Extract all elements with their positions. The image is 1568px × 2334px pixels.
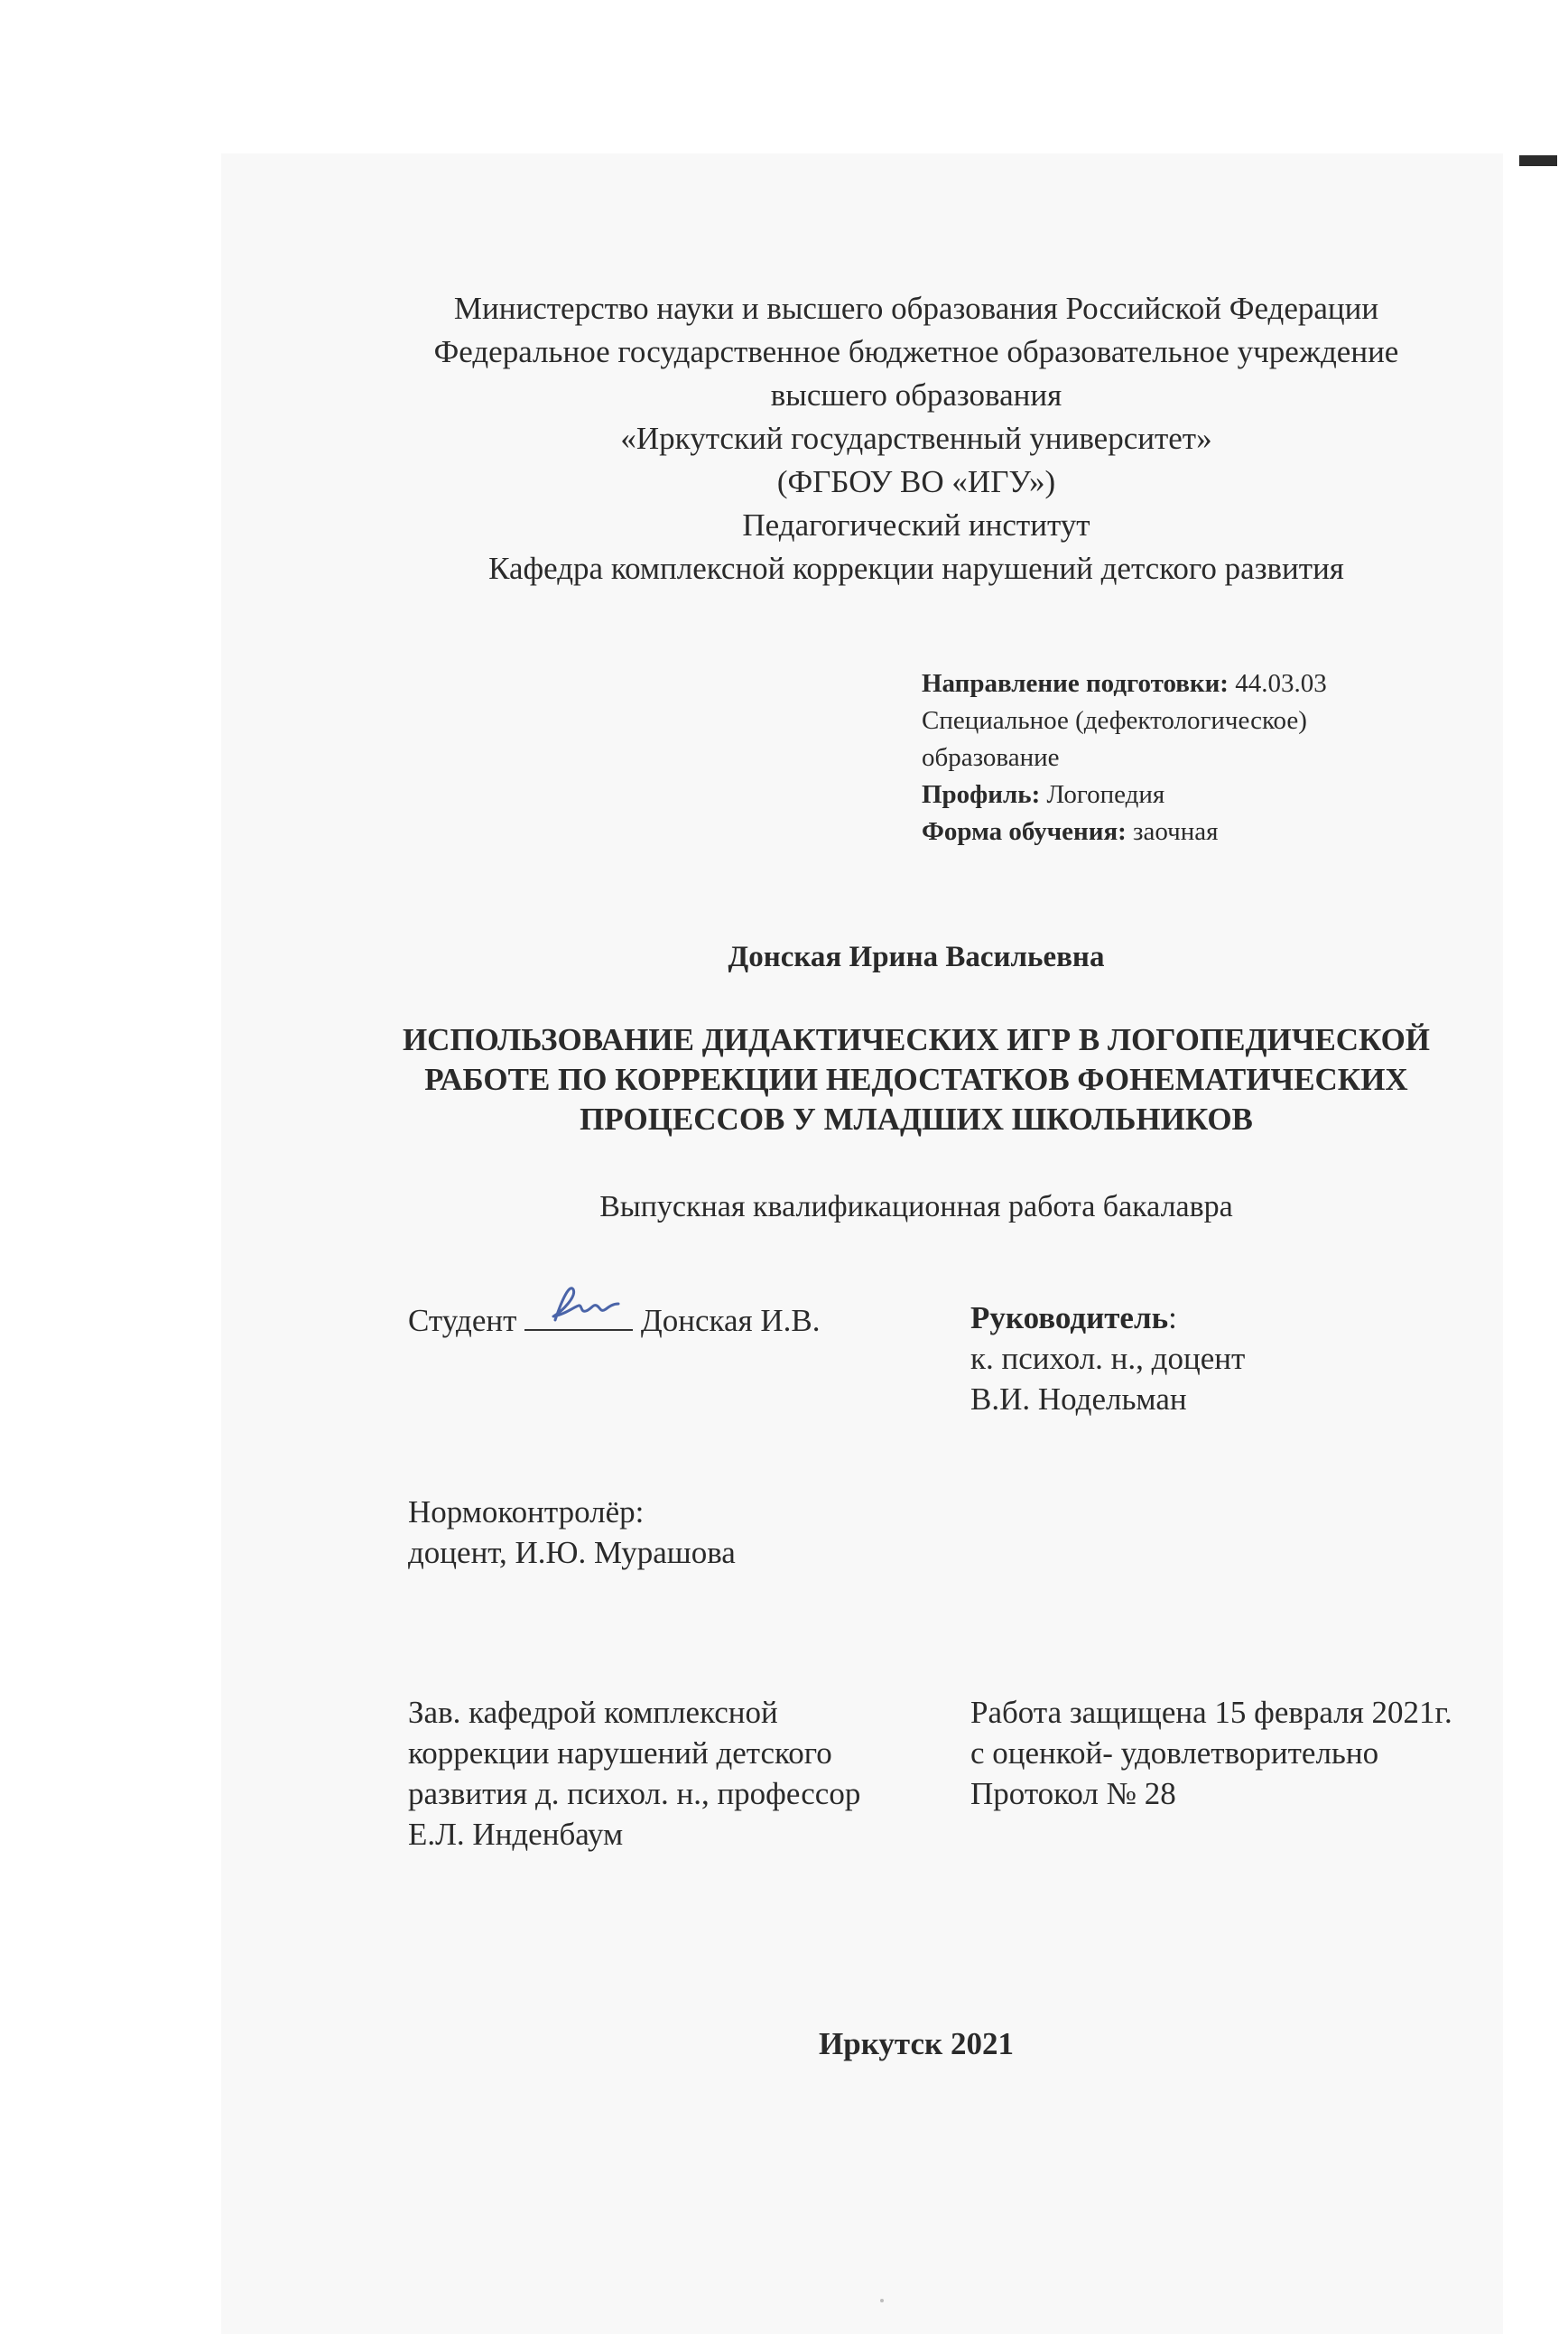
scan-edge-mark xyxy=(1519,155,1557,166)
supervisor-degree: к. психол. н., доцент xyxy=(970,1341,1246,1376)
direction-code: 44.03.03 xyxy=(1235,669,1327,698)
thesis-title-line-3: ПРОЦЕССОВ У МЛАДШИХ ШКОЛЬНИКОВ xyxy=(580,1102,1253,1137)
study-form-value: заочная xyxy=(1133,817,1219,846)
study-form-label: Форма обучения: xyxy=(922,817,1127,846)
normcontrol-value: доцент, И.Ю. Мурашова xyxy=(408,1535,736,1570)
normcontrol-block xyxy=(408,1492,736,1573)
institute-line: Педагогический институт xyxy=(742,507,1090,543)
profile-value: Логопедия xyxy=(1046,780,1165,809)
profile-label: Профиль: xyxy=(922,780,1041,809)
thesis-title-line-1: ИСПОЛЬЗОВАНИЕ ДИДАКТИЧЕСКИХ ИГР В ЛОГОПЕДИЧЕСКОЙ xyxy=(402,1022,1431,1057)
normcontrol-label: Нормоконтролёр: xyxy=(408,1494,645,1530)
defense-protocol-line: Протокол № 28 xyxy=(970,1776,1176,1811)
institution-type-line: Федеральное государственное бюджетное образовательное учреждение xyxy=(433,334,1399,369)
ministry-line: Министерство науки и высшего образования Российской Федерации xyxy=(453,291,1379,326)
direction-label: Направление подготовки: xyxy=(922,669,1229,698)
supervisor-colon: : xyxy=(1168,1300,1177,1335)
head-line-4: Е.Л. Инденбаум xyxy=(408,1817,624,1852)
supervisor-label: Руководитель xyxy=(970,1300,1169,1335)
direction-name-line-1: Специальное (дефектологическое) xyxy=(922,706,1307,735)
defense-block xyxy=(970,1692,1452,1814)
defense-grade-line: с оценкой- удовлетворительно xyxy=(970,1735,1379,1771)
head-line-3: развития д. психол. н., профессор xyxy=(408,1776,861,1811)
city-year: Иркутск 2021 xyxy=(819,2026,1014,2061)
supervisor-heading xyxy=(970,1297,1245,1338)
supervisor-name: В.И. Нодельман xyxy=(970,1381,1187,1417)
student-label: Студент xyxy=(408,1303,517,1338)
student-name: Донская И.В. xyxy=(640,1303,821,1338)
handwritten-signature xyxy=(543,1280,624,1327)
university-name-line: «Иркутский государственный университет» xyxy=(620,421,1212,456)
scan-speck xyxy=(880,2299,884,2302)
profile-row xyxy=(922,776,1327,814)
program-details xyxy=(922,665,1327,851)
defense-date-line: Работа защищена 15 февраля 2021г. xyxy=(970,1695,1452,1730)
direction-row xyxy=(922,665,1327,702)
head-of-department-block xyxy=(408,1692,860,1855)
education-level-line: высшего образования xyxy=(770,377,1062,413)
student-signature-line xyxy=(408,1303,821,1339)
head-line-2: коррекции нарушений детского xyxy=(408,1735,832,1771)
head-line-1: Зав. кафедрой комплексной xyxy=(408,1695,778,1730)
supervisor-block xyxy=(970,1297,1245,1419)
author-name: Донская Ирина Васильевна xyxy=(728,941,1105,973)
signature-blank xyxy=(524,1304,633,1331)
direction-name-line-2: образование xyxy=(922,743,1060,772)
department-line: Кафедра комплексной коррекции нарушений детского развития xyxy=(488,551,1344,586)
study-form-row xyxy=(922,814,1327,851)
work-type: Выпускная квалификационная работа бакалавра xyxy=(599,1190,1233,1223)
university-abbreviation-line: (ФГБОУ ВО «ИГУ») xyxy=(776,464,1056,499)
thesis-title-line-2: РАБОТЕ ПО КОРРЕКЦИИ НЕДОСТАТКОВ ФОНЕМАТИЧЕСКИХ xyxy=(424,1062,1408,1097)
